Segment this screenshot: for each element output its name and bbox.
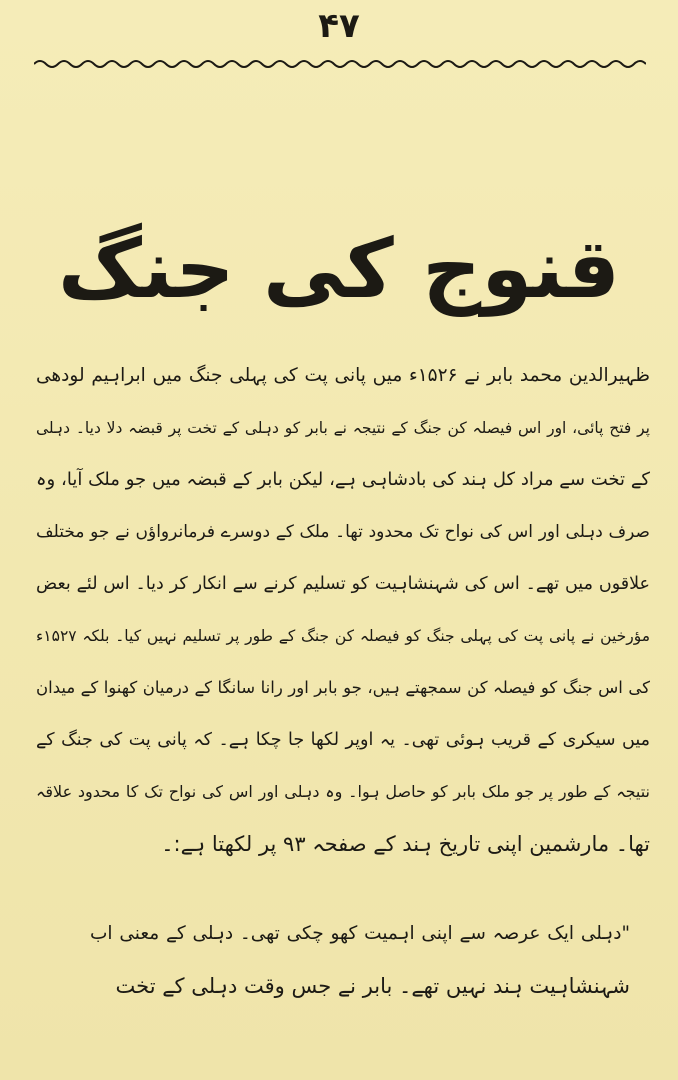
text-line: ظہیرالدین محمد بابر نے ۱۵۲۶ء میں پانی پت کی پہلی جنگ میں ابراہیم لودھی	[36, 365, 650, 386]
text-line: علاقوں میں تھے۔ اس کی شہنشاہیت کو تسلیم کرنے سے انکار کر دیا۔ اس لئے بعض	[36, 574, 650, 594]
text-line: کے تخت سے مراد کل ہند کی بادشاہی ہے، لیکن بابر کے قبضہ میں جو ملک آیا، وہ	[36, 469, 650, 490]
text-line: پر فتح پائی، اور اس فیصلہ کن جنگ کے نتیجہ نے بابر کو دہلی کے تخت پر قبضہ دلا دیا۔ دہلی	[36, 419, 650, 437]
text-line: تھا۔ مارشمین اپنی تاریخ ہند کے صفحہ ۹۳ پر لکھتا ہے:۔	[161, 832, 650, 856]
text-line: صرف دہلی اور اس کی نواح تک محدود تھا۔ ملک کے دوسرے فرمانرواؤں نے جو مختلف	[36, 522, 650, 542]
text-line: میں سیکری کے قریب ہوئی تھی۔ یہ اوپر لکھا جا چکا ہے۔ کہ پانی پت کی جنگ کے	[36, 730, 650, 750]
quote-line: "دہلی ایک عرصہ سے اپنی اہمیت کھو چکی تھی۔ دہلی کے معنی اب	[90, 923, 630, 944]
page-number: ۴۷	[318, 6, 360, 46]
body-text	[36, 350, 650, 870]
quotation	[90, 908, 630, 1012]
text-line: کی اس جنگ کو فیصلہ کن سمجھتے ہیں، جو بابر اور رانا سانگا کے درمیان کھنوا کے میدان	[36, 678, 650, 697]
text-line: نتیجہ کے طور پر جو ملک بابر کو حاصل ہوا۔ وہ دہلی اور اس کی نواح تک کا محدود علاقہ	[36, 782, 650, 801]
quote-line: شہنشاہیت ہند نہیں تھے۔ بابر نے جس وقت دہلی کے تخت	[115, 974, 630, 998]
wavy-divider	[34, 56, 646, 72]
chapter-title: قنوج کی جنگ	[58, 222, 620, 317]
text-line: مؤرخین نے پانی پت کی پہلی جنگ کو فیصلہ کن جنگ کے طور پر تسلیم نہیں کیا۔ بلکہ ۱۵۲۷ء	[36, 627, 650, 645]
